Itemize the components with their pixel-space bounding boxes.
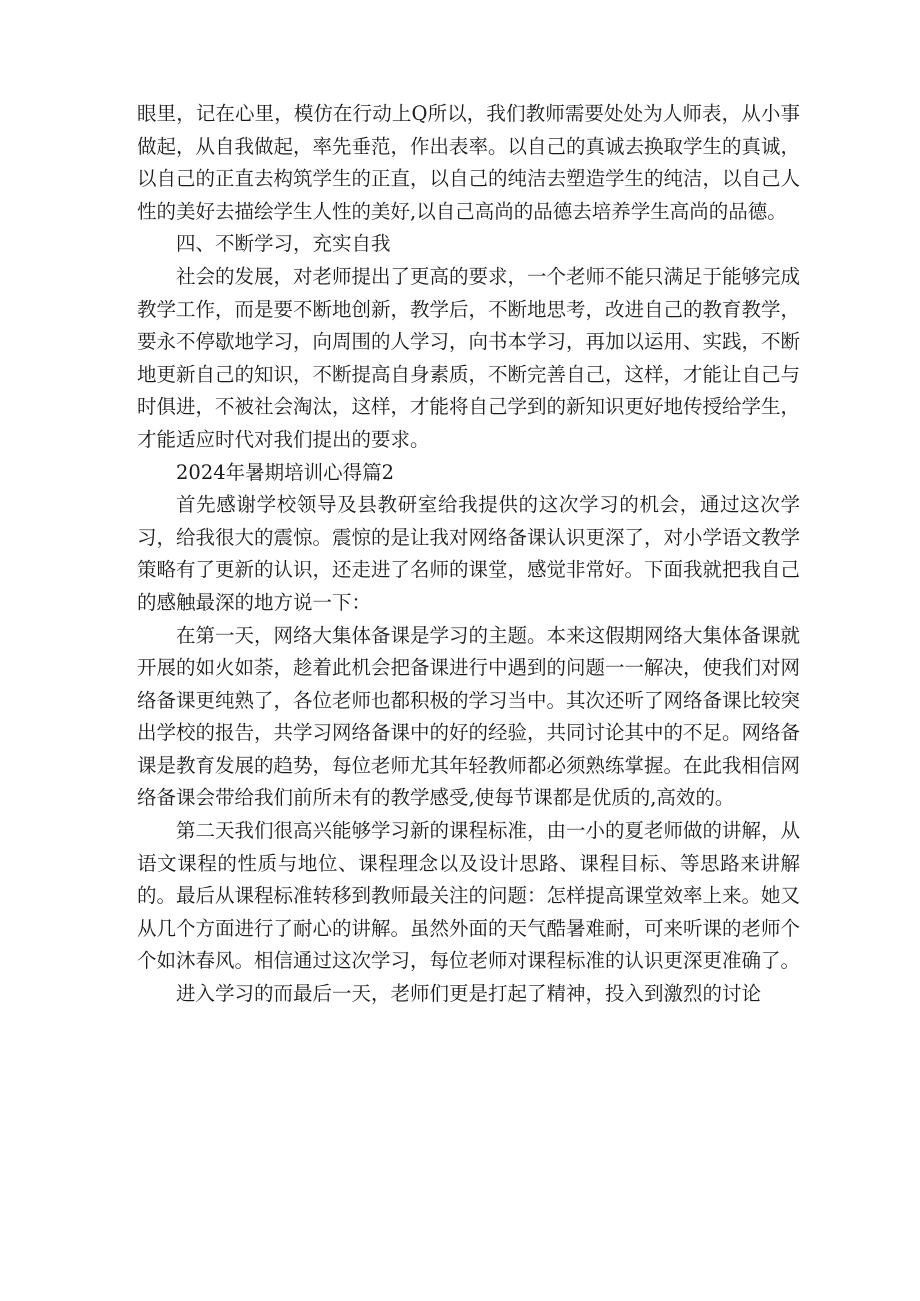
paragraph-last-day: 进入学习的而最后一天，老师们更是打起了精神，投入到激烈的讨论 (176, 982, 762, 1006)
section-heading-continuous-learning: 四、不断学习，充实自我 (176, 232, 391, 256)
paragraph-social-development: 社会的发展，对老师提出了更高的要求，一个老师不能只满足于能够完成教学工作，而是要不断地创新，教学后，不断地思考，改进自己的教育教学，要永不停歇地学习，向周围的人学习，向书本学习，再加以运用、实践，不断地更新自己的知识，不断提高自身素质，不断完善自己，这样，才能让自己与时俱进，不被社会淘汰，这样，才能将自己学到的新知识更好地传授给学生，才能适应时代对我们提出的要求。 (137, 264, 801, 451)
paragraph-gratitude: 首先感谢学校领导及县教研室给我提供的这次学习的机会，通过这次学习，给我很大的震惊。震惊的是让我对网络备课认识更深了，对小学语文教学策略有了更新的认识，还走进了名师的课堂，感觉非常好。下面我就把我自己的感触最深的地方说一下： (137, 493, 801, 614)
paragraph-continuation: 眼里，记在心里，模仿在行动上Q所以，我们教师需要处处为人师表，从小事做起，从自我做起，率先垂范，作出表率。以自己的真诚去换取学生的真诚，以自己的正直去构筑学生的正直，以自己的纯洁去塑造学生的纯洁，以自己人性的美好去描绘学生人性的美好,以自己高尚的品德去培养学生高尚的品德。 (137, 102, 801, 223)
section-heading-article-2: 2024年暑期培训心得篇2 (176, 460, 395, 484)
paragraph-day-one: 在第一天，网络大集体备课是学习的主题。本来这假期网络大集体备课就开展的如火如荼，趁着此机会把备课进行中遇到的问题一一解决，使我们对网络备课更纯熟了，各位老师也都积极的学习当中。其次还听了网络备课比较突出学校的报告，共学习网络备课中的好的经验，共同讨论其中的不足。网络备课是教育发展的趋势，每位老师尤其年轻教师都必须熟练掌握。在此我相信网络备课会带给我们前所未有的教学感受,使每节课都是优质的,高效的。 (137, 623, 801, 810)
paragraph-day-two: 第二天我们很高兴能够学习新的课程标准，由一小的夏老师做的讲解，从语文课程的性质与地位、课程理念以及设计思路、课程目标、等思路来讲解的。最后从课程标准转移到教师最关注的问题：怎样提高课堂效率上来。她又从几个方面进行了耐心的讲解。虽然外面的天气酷暑难耐，可来听课的老师个个如沐春风。相信通过这次学习，每位老师对课程标准的认识更深更准确了。 (137, 819, 801, 973)
document-body (137, 98, 800, 1011)
